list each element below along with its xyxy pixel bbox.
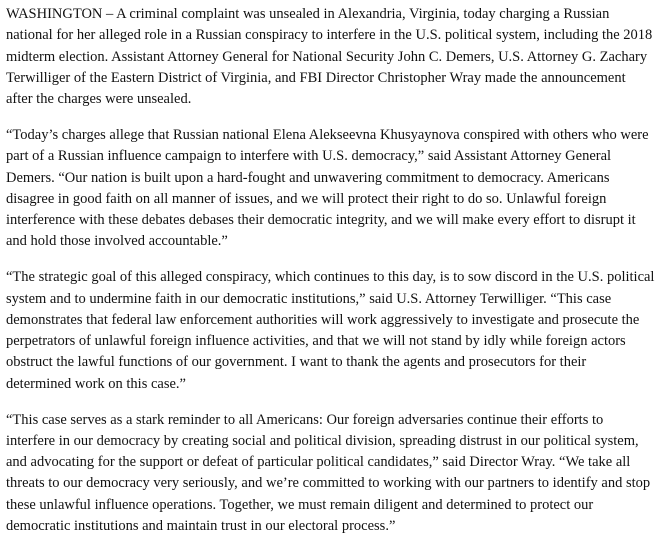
paragraph-announcement: WASHINGTON – A criminal complaint was unsealed in Alexandria, Virginia, today charging a Russian national for her alleged role in a Russian conspiracy to interfere in the U.S. political system, including the 2018 midterm election. Assistant Attorney General for National Security John C. Demers, U.S. Attorney G. Zachary Terwilliger of the Eastern District of Virginia, and FBI Director Christopher Wray made the announcement after the charges were unsealed. <box>6 6 653 108</box>
paragraph-terwilliger-quote: “The strategic goal of this alleged conspiracy, which continues to this day, is to sow discord in the U.S. political system and to undermine faith in our democratic institutions,” said U.S. Attorney Terwilliger. “This case demonstrates that federal law enforcement authorities will work aggressively to investigate and prosecute the perpetrators of unlawful foreign influence activities, and that we will not stand by idly while foreign actors obstruct the lawful functions of our government. I want to thank the agents and prosecutors for their determined work on this case.” <box>6 269 655 392</box>
paragraph-wray-quote: “This case serves as a stark reminder to all Americans: Our foreign adversaries continue their efforts to interfere in our democracy by creating social and political division, spreading distrust in our political system, and advocating for the support or defeat of particular political candidates,” said Director Wray. “We take all threats to our democracy very seriously, and we’re committed to working with our partners to identify and stop these unlawful influence operations. Together, we must remain diligent and determined to protect our democratic institutions and maintain trust in our electoral process.” <box>6 411 651 535</box>
paragraph-demers-quote: “Today’s charges allege that Russian national Elena Alekseevna Khusyaynova conspired with others who were part of a Russian influence campaign to interfere with U.S. democracy,” said Assistant Attorney General Demers. “Our nation is built upon a hard-fought and unwavering commitment to democracy. Americans disagree in good faith on all manner of issues, and we will protect their right to do so. Unlawful foreign interference with these debates debases their democratic integrity, and we will make every effort to disrupt it and hold those involved accountable.” <box>6 126 649 250</box>
